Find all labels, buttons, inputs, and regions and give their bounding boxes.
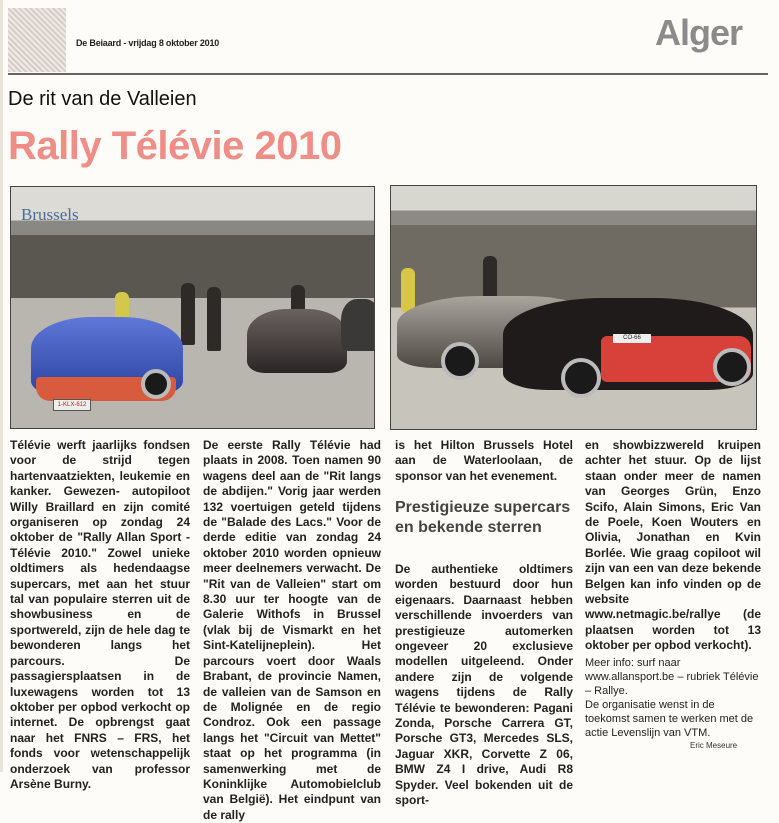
car-wheel [141,369,171,399]
article-column-2 [203,438,381,823]
photo-blue-supercar [10,186,375,429]
newspaper-source-line: De Beiaard - vrijdag 8 oktober 2010 [76,38,220,48]
article-column-1 [10,438,190,792]
masthead-divider [8,73,768,75]
car-wheel [441,342,479,380]
paragraph: De eerste Rally Télévie had plaats in 2008. Toen namen 90 wagens deel aan de "Rit langs de abdijen." Vorig jaar werden 132 voertuigen geteld tijdens de "Balade des Lacs." Voor de derde editie van zondag 24 oktober 2010 worden opnieuw meer deelnemers verwacht. De "Rit van de Valleien" start om 8.30 uur ter hoogte van de Galerie Withofs in Brussel (vlak bij de Vismarkt en het Sint-Katelijneplein). Het parcours voert door Waals Brabant, de provincie Namen, de valleien van de Samson en de Molignée en de regio Condroz. Ook een passage langs het "Circuit van Mettet" staat op het programma (in samenwerking met de Koninklijke Automobielclub van België). Het eindpunt van de rally [203,438,381,822]
paragraph: en showbizzwereld kruipen achter het stuur. Op de lijst staan onder meer de namen van Georges Grün, Enzo Scifo, Alain Simons, Eric Van de Poele, Koen Wouters en Olivia, Jonathan en Kvin Borlée. Wie graag copiloot wil zijn van een van deze bekende Belgen kan info vinden op de website www.netmagic.be/rallye (de plaatsen worden tot 13 oktober per opbod verkocht). [585,438,761,653]
paragraph: is het Hilton Brussels Hotel aan de Waterloolaan, de sponsor van het evenement. [395,438,573,483]
paragraph: De authentieke oldtimers worden bestuurd door hun eigenaars. Daarnaast hebben verschillende invoerders van prestigieuze automerken ongeveer 20 exclusieve modellen uitgeleend. Onder andere zijn de volgende wagens tijdens de Rally Télévie te bewonderen: Pagani Zonda, Porsche Carrera GT, Porsche GT3, Mercedes SLS, Jaguar XKR, Corvette Z 06, BMW Z4 I drive, Audi R8 Spyder. Veel bokenden uit de sport- [395,562,573,808]
paragraph: Télévie werft jaarlijks fondsen voor de strijd tegen hartenvaatziekten, leukemie en kanker. Gewezen- autopiloot Willy Braillard en zijn comité organiseren op zondag 24 oktober de "Rally Allan Sport - Télévie 2010." Zowel unieke oldtimers als hedendaagse supercars, met aan het stuur tal van populaire sterren uit de showbusiness en de sportwereld, zijn de hele dag te bewonderen langs het parcours. De passagiersplaatsen in de luxewagens worden tot 13 oktober per opbod verkocht op internet. De opbrengst gaat naar het FNRS – FRS, het fonds voor wetenschappelijk onderzoek van professor Arsène Burny. [10,438,190,791]
person-figure [181,283,195,345]
article-subheading: Prestigieuze supercars en bekende sterren [395,499,571,536]
article-kicker: De rit van de Valleien [8,88,197,110]
building-sign: Brussels [21,205,79,224]
photo-classic-cars [390,185,757,430]
person-figure [207,287,221,351]
article-headline: Rally Télévie 2010 [8,124,342,168]
car-wheel [713,348,751,386]
license-plate: 1-KLX-612 [53,399,91,411]
parked-car [341,299,375,351]
car-number-plate: CO-66 [613,334,651,343]
article-column-3-intro [395,438,573,484]
masthead-logo-block [8,8,66,72]
info-website: Meer info: surf naar www.allansport.be – rubriek Télévie – Rallye. [585,657,759,697]
info-organisation: De organisatie wenst in de toekomst samen te werken met de actie Levenslijn van VTM. [585,699,754,739]
info-box [585,656,761,740]
person-figure [115,292,129,320]
dark-sports-car [247,309,347,373]
car-wheel [561,358,601,398]
person-figure [401,268,415,312]
article-column-4 [585,438,761,654]
author-credit: Eric Meseure [690,741,738,750]
section-title: Alger [655,12,743,53]
